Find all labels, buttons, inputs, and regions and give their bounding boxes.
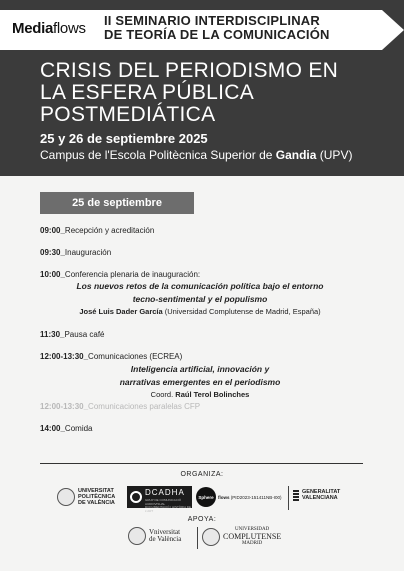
ecrea-title-2: narrativas emergentes en el periodismo	[119, 377, 281, 387]
schedule-item-faded: 12:00-13:30_Comunicaciones paralelas CFP	[40, 402, 201, 411]
schedule-item: 12:00-13:30_Comunicaciones (ECREA)	[40, 352, 183, 361]
mediaflows-logo: Mediaflows	[12, 20, 86, 37]
plenary-title: Los nuevos retos de la comunicación política bajo el entorno	[76, 281, 324, 291]
gva-bars-icon	[293, 490, 299, 501]
schedule-item: 11:30_Pausa café	[40, 330, 105, 339]
plenary-speaker: José Luis Dader García (Universidad Complutense de Madrid, España)	[79, 307, 321, 316]
sphere-circle-icon: Sphere	[196, 487, 216, 507]
event-venue: Campus de l'Escola Politècnica Superior de Gandia (UPV)	[40, 148, 353, 162]
uv-seal-icon	[128, 527, 146, 545]
ecrea-title: Inteligencia artificial, innovación y	[130, 364, 270, 374]
ucm-logo: UNIVERSIDAD COMPLUTENSE MADRID	[202, 527, 281, 547]
upv-logo: UNIVERSITAT POLITÈCNICA DE VALÈNCIA	[57, 488, 115, 506]
dcadha-ring-icon	[130, 491, 142, 503]
day-label: 25 de septiembre	[40, 192, 194, 214]
ecrea-coordinator: Coord. Raúl Terol Bolinches	[150, 390, 250, 399]
organiza-label: ORGANIZA:	[180, 471, 224, 478]
schedule-item: 09:30_Inauguración	[40, 248, 112, 257]
gva-logo: GENERALITAT VALENCIANA	[293, 489, 340, 501]
schedule-item: 14:00_Comida	[40, 424, 93, 433]
sphereflows-logo: Sphere flows (PID2023-151411NB-I00)	[196, 486, 286, 508]
logo-separator-2	[197, 527, 198, 549]
plenary-title-2: tecno-sentimental y el populismo	[132, 294, 268, 304]
schedule-item: 09:00_Recepción y acreditación	[40, 226, 155, 235]
footer-divider	[40, 463, 363, 464]
main-title: CRISIS DEL PERIODISMO EN LA ESFERA PÚBLICA POSTMEDIÁTICA	[40, 59, 339, 126]
event-dates: 25 y 26 de septiembre 2025	[40, 131, 208, 146]
schedule-item: 10:00_Conferencia plenaria de inauguración:	[40, 270, 201, 279]
ucm-seal-icon	[202, 528, 220, 546]
logo-separator	[288, 486, 289, 510]
upv-seal-icon	[57, 488, 75, 506]
header-banner	[0, 0, 404, 176]
dcadha-logo: DCADHA GRUP DE COMUNICACIÓ AUDIOVISUAL DOCUMENTACIÓ I HISTÒRIA DE L'ART	[127, 486, 192, 508]
apoya-label: APOYA:	[187, 516, 217, 523]
uv-logo: Vniversitat de València	[128, 527, 181, 545]
seminar-title: II SEMINARIO INTERDISCIPLINAR DE TEORÍA DE LA COMUNICACIÓN	[104, 13, 330, 42]
